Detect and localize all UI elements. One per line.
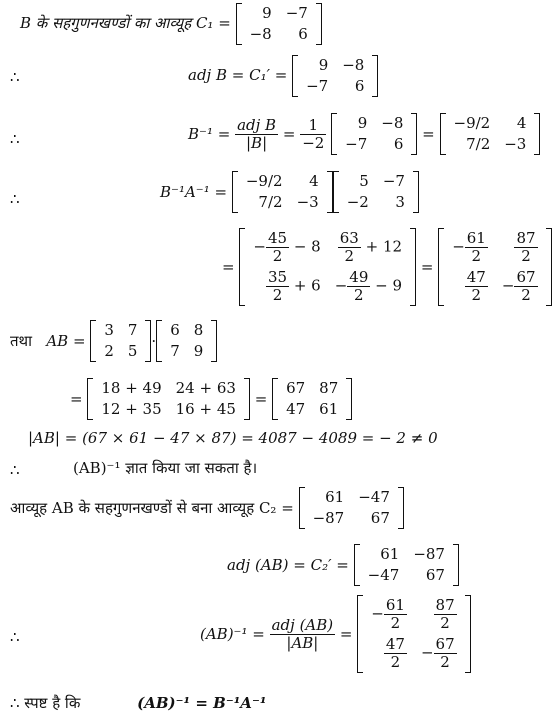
matrix-B-inverse: −9/2 4 7/2 −3: [440, 113, 541, 155]
matrix-A: 3 7 2 5: [90, 320, 151, 362]
conclusion-result: (AB)⁻¹ = B⁻¹A⁻¹: [137, 694, 267, 712]
adj-B-label: adj B = C₁′ =: [188, 66, 288, 84]
adj-B-line: [188, 55, 378, 97]
matrix-adjB-repeat: 9 −8 −7 6: [331, 113, 417, 155]
matrix-B-inverse-repeat: −9/2 4 7/2 −3: [232, 171, 333, 213]
Binv-Ainv-label: B⁻¹A⁻¹ =: [160, 182, 228, 201]
B-inverse-line: B⁻¹ = $\frac{\text{adj B}}{|B|}$ = $\frac{1}{-2}$ 9 −8 −7 6 = −9/2 4 7/2 −3: [188, 113, 540, 155]
matrix-AB-inverse: − $\frac{61}{2}$ $\frac{87}{2}$ $\frac{47}{2}$ − $\frac{67}{2}$: [357, 595, 470, 673]
Binv-Ainv-line: [160, 171, 419, 213]
therefore-symbol: ∴: [10, 68, 20, 86]
therefore-symbol: ∴: [10, 190, 20, 208]
matrix-A-inverse: 5 −7 −2 3: [333, 171, 419, 213]
cofactor-matrix-B-line: [20, 3, 322, 45]
B-inverse-label: B⁻¹ =: [188, 124, 231, 143]
cofactor-AB-label: आव्यूह AB के सहगुणनखण्डों से बना आव्यूह C₂ =: [10, 498, 294, 517]
matrix-AB-expanded: 18 + 49 24 + 63 12 + 35 16 + 45: [87, 378, 250, 420]
AB-inverse-line: (AB)⁻¹ = $\frac{\text{adj (AB)}}{|AB|}$ = − $\frac{61}{2}$ $\frac{87}{2}$ $\frac{47}{2}$ − $\frac{67}{2}$: [200, 595, 471, 673]
matrix-adjAB: 61 −87 −47 67: [354, 544, 459, 586]
AB-inverse-label: (AB)⁻¹ =: [200, 624, 265, 643]
determinant-AB: |AB| = (67 × 61 − 47 × 87) = 4087 − 4089 = − 2 ≠ 0: [28, 429, 438, 447]
AB-product-line: तथा AB = 3 7 2 5 · 6 8 7 9: [10, 320, 217, 362]
matrix-product-result: − $\frac{61}{2}$ $\frac{87}{2}$ $\frac{47}{2}$ − $\frac{67}{2}$: [438, 228, 551, 306]
adjAB-over-detAB: $\frac{\text{adj (AB)}}{|AB|}$: [271, 615, 334, 652]
therefore-symbol: ∴: [10, 461, 20, 479]
matrix-B: 6 8 7 9: [156, 320, 217, 362]
matrix-adjB: 9 −8 −7 6: [292, 55, 378, 97]
conclusion-line: [10, 696, 266, 711]
matrix-AB: 67 87 47 61: [272, 378, 352, 420]
adjB-over-detB: $\frac{\text{adj B}}{|B|}$: [237, 115, 277, 152]
tatha-label: तथा: [10, 331, 33, 350]
one-over-minus-two: $\frac{1}{-2}$: [302, 115, 325, 152]
AB-label: AB =: [46, 331, 86, 350]
therefore-symbol: ∴: [10, 628, 20, 646]
conclusion-label: ∴ स्पष्ट है कि: [10, 694, 81, 712]
matrix-product-expanded: − $\frac{45}{2}$ − 8 $\frac{63}{2}$ + 12 $\frac{35}{2}$ + 6 − $\frac{49}{2}$ − 9: [239, 228, 416, 306]
AB-inverse-exists: (AB)⁻¹ ज्ञात किया जा सकता है।: [73, 459, 258, 477]
cofactor-label: B के सहगुणनखण्डों का आव्यूह C₁ =: [20, 14, 231, 32]
product-expansion-line: = − $\frac{45}{2}$ − 8 $\frac{63}{2}$ + 12 $\frac{35}{2}$ + 6 − $\frac{49}{2}$ − 9 = − $\frac{61}{2}$ $\frac{87}{2}$ $\frac{47}{2}$ − $\frac{67}{2}$: [222, 228, 552, 306]
AB-result-line: = 18 + 49 24 + 63 12 + 35 16 + 45 = 67 87 47 61: [70, 378, 352, 420]
therefore-symbol: ∴: [10, 130, 20, 148]
cofactor-AB-line: [10, 487, 404, 529]
matrix-C2: 61 −47 −87 67: [299, 487, 404, 529]
matrix-C1: 9 −7 −8 6: [236, 3, 322, 45]
adj-AB-line: [227, 544, 459, 586]
adj-AB-label: adj (AB) = C₂′ =: [227, 555, 349, 574]
